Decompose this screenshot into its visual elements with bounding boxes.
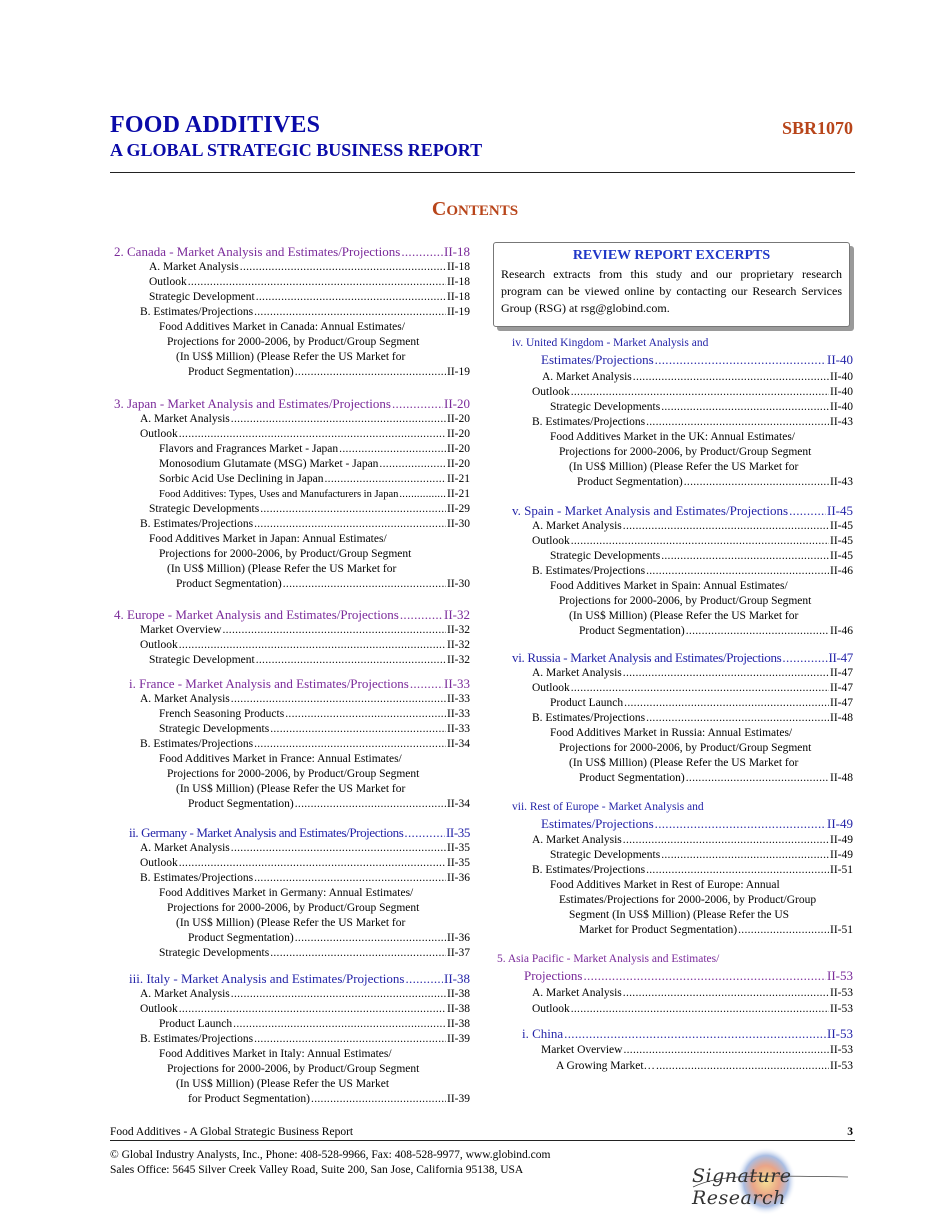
logo-text: Signature Research [692, 1165, 792, 1209]
report-subtitle: A GLOBAL STRATEGIC BUSINESS REPORT [110, 140, 483, 160]
toc-entry[interactable]: Market Overview ..... II-32 [110, 623, 470, 638]
toc-entry-uk[interactable]: Estimates/Projections ..... II-40 [493, 351, 853, 368]
toc-entry-rest-of-europe-line1[interactable]: vii. Rest of Europe - Market Analysis and [512, 801, 704, 813]
toc-entry[interactable]: Monosodium Glutamate (MSG) Market - Japan ..... II-20 [110, 457, 470, 472]
header-divider [110, 172, 855, 173]
toc-entry-germany[interactable]: ii. Germany - Market Analysis and Estimates/Projections ..... II-35 [110, 824, 470, 841]
toc-entry[interactable]: B. Estimates/Projections ..... II-51 [493, 863, 853, 878]
toc-table-line: (In US$ Million) (Please Refer the US Market for [569, 610, 799, 622]
toc-entry[interactable]: B. Estimates/Projections ..... II-34 [110, 737, 470, 752]
toc-entry[interactable]: Outlook ..... II-20 [110, 427, 470, 442]
toc-entry[interactable]: B. Estimates/Projections ..... II-36 [110, 871, 470, 886]
toc-entry[interactable]: Product Segmentation) ..... II-36 [110, 931, 470, 946]
toc-entry[interactable]: Product Segmentation) ..... II-48 [493, 771, 853, 786]
toc-entry[interactable]: Product Launch ..... II-47 [493, 696, 853, 711]
toc-table-line: Food Additives Market in Italy: Annual Estimates/ [159, 1048, 392, 1060]
toc-entry-rest-of-europe[interactable]: Estimates/Projections ..... II-49 [493, 815, 853, 832]
report-code: SBR1070 [781, 118, 853, 138]
toc-entry[interactable]: B. Estimates/Projections ..... II-30 [110, 517, 470, 532]
toc-entry[interactable]: Strategic Developments ..... II-29 [110, 502, 470, 517]
toc-table-line: (In US$ Million) (Please Refer the US Market for [569, 461, 799, 473]
toc-entry[interactable]: A. Market Analysis ..... II-18 [110, 260, 470, 275]
toc-entry[interactable]: Product Segmentation) ..... II-19 [110, 365, 470, 380]
toc-entry[interactable]: A. Market Analysis ..... II-20 [110, 412, 470, 427]
toc-entry[interactable]: Outlook ..... II-45 [493, 534, 853, 549]
toc-entry-russia[interactable]: vi. Russia - Market Analysis and Estimates/Projections ..... II-47 [493, 649, 853, 666]
toc-table-line: Food Additives Market in Germany: Annual Estimates/ [159, 887, 414, 899]
review-box-text: Research extracts from this study and our proprietary research program can be viewed online by contacting our Research Services Group (RSG) at rsg@globind.com. [501, 267, 842, 315]
toc-entry[interactable]: Product Segmentation) ..... II-43 [493, 475, 853, 490]
toc-table-line: Food Additives Market in Japan: Annual Estimates/ [149, 533, 387, 545]
toc-entry[interactable]: B. Estimates/Projections ..... II-43 [493, 415, 853, 430]
toc-entry-asia-pacific[interactable]: Projections ..... II-53 [493, 967, 853, 984]
toc-entry[interactable]: Product Segmentation) ..... II-46 [493, 624, 853, 639]
toc-entry[interactable]: A. Market Analysis ..... II-38 [110, 987, 470, 1002]
toc-table-line: Food Additives Market in Spain: Annual Estimates/ [550, 580, 788, 592]
toc-entry[interactable]: Strategic Development ..... II-32 [110, 653, 470, 668]
toc-entry[interactable]: Market for Product Segmentation) ..... II-51 [493, 923, 853, 938]
toc-entry[interactable]: B. Estimates/Projections ..... II-19 [110, 305, 470, 320]
toc-entry[interactable]: Product Segmentation) ..... II-30 [110, 577, 470, 592]
toc-entry[interactable]: Outlook ..... II-47 [493, 681, 853, 696]
toc-entry[interactable]: Outlook ..... II-35 [110, 856, 470, 871]
toc-entry[interactable]: A Growing Market… ..... II-53 [493, 1059, 853, 1074]
toc-right-column [493, 336, 853, 1074]
toc-table-line: (In US$ Million) (Please Refer the US Market for [176, 783, 406, 795]
toc-entry[interactable]: Flavors and Fragrances Market - Japan ..... II-20 [110, 442, 470, 457]
toc-entry[interactable]: Sorbic Acid Use Declining in Japan ..... II-21 [110, 472, 470, 487]
toc-table-line: Food Additives Market in the UK: Annual Estimates/ [550, 431, 795, 443]
toc-entry[interactable]: Outlook ..... II-53 [493, 1002, 853, 1017]
footer-report-name: Food Additives - A Global Strategic Business Report [110, 1126, 354, 1138]
signature-research-logo [688, 1145, 853, 1230]
toc-table-line: Projections for 2000-2006, by Product/Group Segment [159, 548, 412, 560]
toc-entry[interactable]: B. Estimates/Projections ..... II-39 [110, 1032, 470, 1047]
toc-entry[interactable]: A. Market Analysis ..... II-53 [493, 986, 853, 1001]
toc-table-line: (In US$ Million) (Please Refer the US Market for [569, 757, 799, 769]
toc-entry-france[interactable]: i. France - Market Analysis and Estimates/Projections ..... II-33 [110, 675, 470, 692]
toc-entry-japan[interactable]: 3. Japan - Market Analysis and Estimates/Projections ..... II-20 [110, 395, 470, 412]
toc-entry[interactable]: Strategic Developments ..... II-33 [110, 722, 470, 737]
toc-table-line: Projections for 2000-2006, by Product/Group Segment [167, 1063, 420, 1075]
toc-table-line: Projections for 2000-2006, by Product/Group Segment [167, 768, 420, 780]
toc-table-line: Food Additives Market in Canada: Annual Estimates/ [159, 321, 405, 333]
toc-table-line: Projections for 2000-2006, by Product/Group Segment [559, 742, 812, 754]
footer-divider [110, 1140, 855, 1141]
toc-entry[interactable]: Market Overview ..... II-53 [493, 1043, 853, 1058]
footer-contact-line: © Global Industry Analysts, Inc., Phone: 408-528-9966, Fax: 408-528-9977, www.globind.com [110, 1149, 551, 1161]
toc-entry[interactable]: A. Market Analysis ..... II-49 [493, 833, 853, 848]
toc-entry[interactable]: for Product Segmentation) ..... II-39 [110, 1092, 470, 1107]
toc-entry[interactable]: French Seasoning Products ..... II-33 [110, 707, 470, 722]
toc-entry[interactable]: Strategic Developments ..... II-40 [493, 400, 853, 415]
toc-table-line: Projections for 2000-2006, by Product/Group Segment [167, 902, 420, 914]
toc-entry[interactable]: A. Market Analysis ..... II-33 [110, 692, 470, 707]
toc-entry[interactable]: Strategic Developments ..... II-49 [493, 848, 853, 863]
review-report-excerpts-box [493, 242, 850, 327]
toc-entry-europe[interactable]: 4. Europe - Market Analysis and Estimates/Projections ..... II-32 [110, 606, 470, 623]
toc-entry[interactable]: Strategic Developments ..... II-45 [493, 549, 853, 564]
toc-table-line: (In US$ Million) (Please Refer the US Market for [176, 351, 406, 363]
toc-table-line: Food Additives Market in Rest of Europe: Annual [550, 879, 780, 891]
toc-table-line: Estimates/Projections for 2000-2006, by Product/Group [559, 894, 817, 906]
toc-table-line: (In US$ Million) (Please Refer the US Market for [167, 563, 397, 575]
toc-entry[interactable]: A. Market Analysis ..... II-40 [493, 370, 853, 385]
toc-entry[interactable]: A. Market Analysis ..... II-47 [493, 666, 853, 681]
toc-entry[interactable]: Outlook ..... II-18 [110, 275, 470, 290]
toc-entry-china[interactable]: i. China ..... II-53 [493, 1025, 853, 1042]
toc-entry[interactable]: B. Estimates/Projections ..... II-48 [493, 711, 853, 726]
toc-entry[interactable]: Product Launch ..... II-38 [110, 1017, 470, 1032]
toc-entry[interactable]: Food Additives: Types, Uses and Manufacturers in Japan ..... II-21 [110, 487, 470, 502]
toc-table-line: Projections for 2000-2006, by Product/Group Segment [559, 595, 812, 607]
toc-table-line: Projections for 2000-2006, by Product/Group Segment [559, 446, 812, 458]
page-number: 3 [847, 1126, 853, 1138]
toc-entry[interactable]: Strategic Development ..... II-18 [110, 290, 470, 305]
toc-entry[interactable]: Product Segmentation) ..... II-34 [110, 797, 470, 812]
toc-table-line: Segment (In US$ Million) (Please Refer the US [569, 909, 790, 921]
toc-table-line: (In US$ Million) (Please Refer the US Market [176, 1078, 390, 1090]
toc-entry-asia-pacific-line1[interactable]: 5. Asia Pacific - Market Analysis and Estimates/ [497, 953, 720, 965]
footer-contact [110, 1148, 550, 1178]
contents-heading: CONTENTS [431, 198, 519, 220]
toc-table-line: (In US$ Million) (Please Refer the US Market for [176, 917, 406, 929]
toc-entry-canada[interactable]: 2. Canada - Market Analysis and Estimates/Projections ..... II-18 [110, 243, 470, 260]
toc-entry[interactable]: A. Market Analysis ..... II-45 [493, 519, 853, 534]
toc-table-line: Food Additives Market in Russia: Annual Estimates/ [550, 727, 793, 739]
footer-address-line: Sales Office: 5645 Silver Creek Valley Road, Suite 200, San Jose, California 95138, USA [110, 1164, 524, 1176]
toc-table-line: Projections for 2000-2006, by Product/Group Segment [167, 336, 420, 348]
toc-entry[interactable]: Outlook ..... II-40 [493, 385, 853, 400]
toc-table-line: Food Additives Market in France: Annual Estimates/ [159, 753, 402, 765]
toc-entry[interactable]: B. Estimates/Projections ..... II-46 [493, 564, 853, 579]
toc-entry-uk-line1[interactable]: iv. United Kingdom - Market Analysis and [512, 337, 709, 349]
toc-entry[interactable]: Strategic Developments ..... II-37 [110, 946, 470, 961]
report-title: FOOD ADDITIVES [110, 112, 321, 138]
toc-entry[interactable]: A. Market Analysis ..... II-35 [110, 841, 470, 856]
toc-entry-spain[interactable]: v. Spain - Market Analysis and Estimates/Projections ..... II-45 [493, 502, 853, 519]
toc-entry[interactable]: Outlook ..... II-32 [110, 638, 470, 653]
toc-entry[interactable]: Outlook ..... II-38 [110, 1002, 470, 1017]
toc-left-column [110, 243, 470, 1107]
toc-entry-italy[interactable]: iii. Italy - Market Analysis and Estimates/Projections ..... II-38 [110, 970, 470, 987]
review-box-title: REVIEW REPORT EXCERPTS [572, 248, 771, 263]
